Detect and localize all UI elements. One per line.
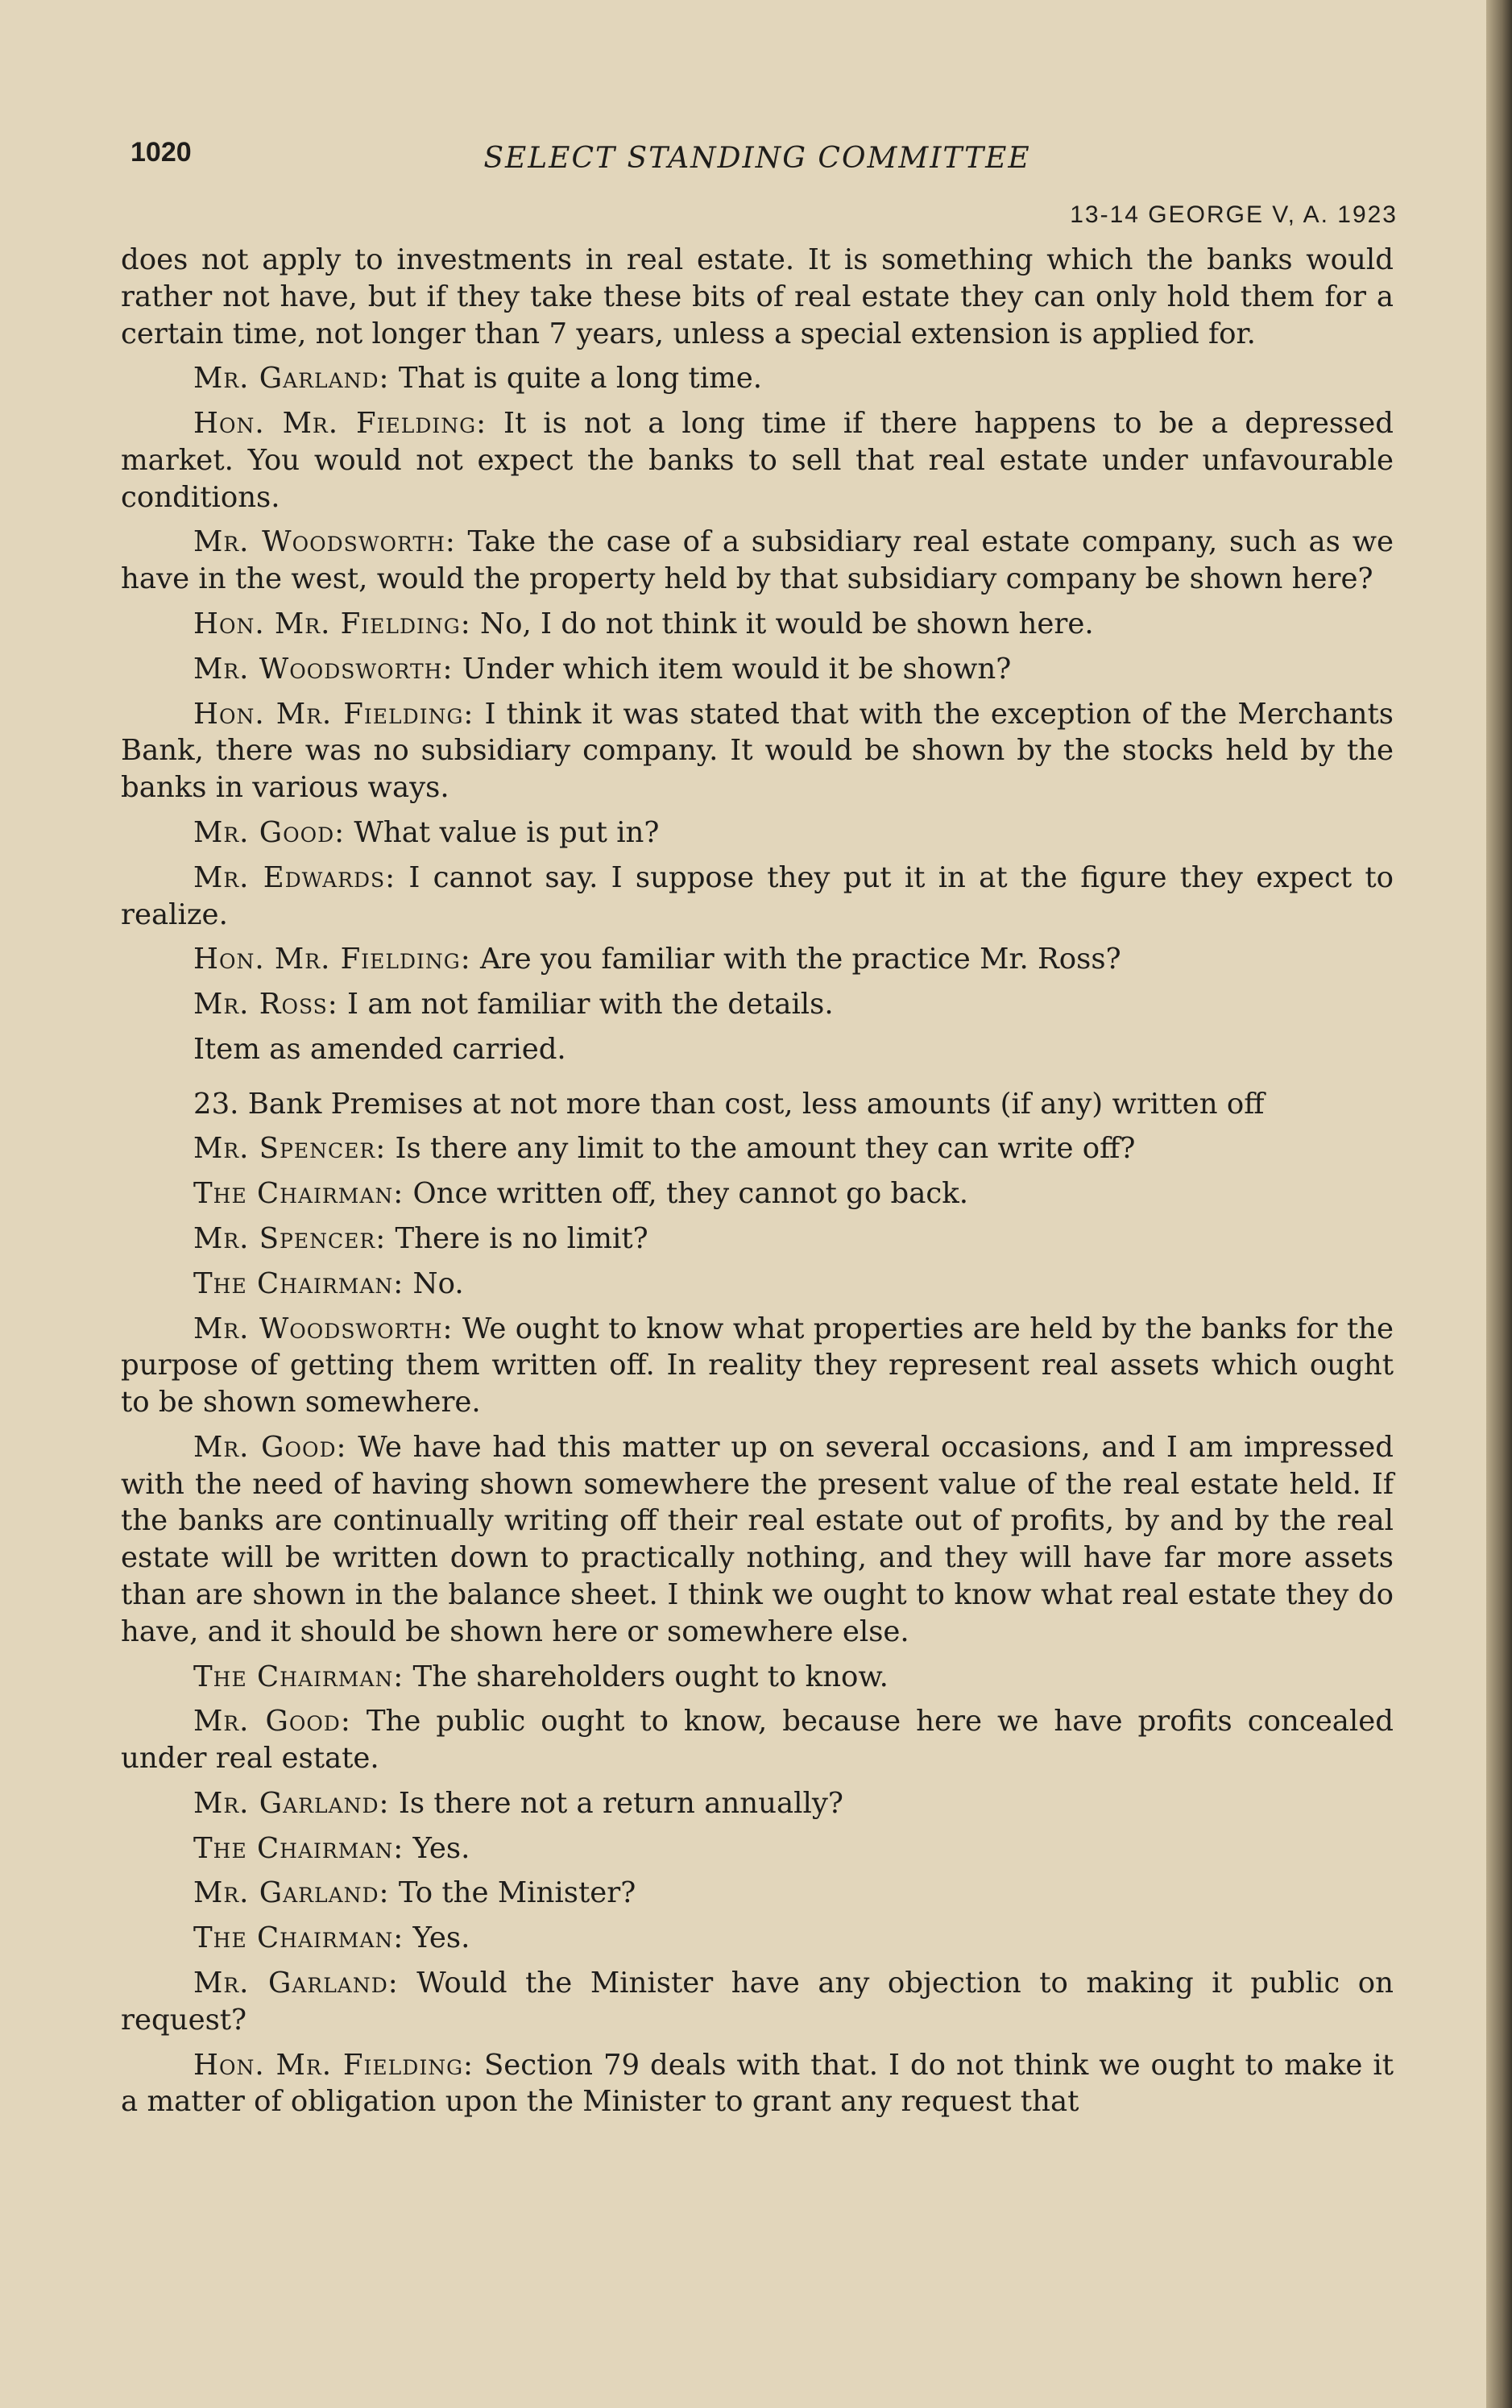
speaker-name: The Chairman: [193,1177,404,1211]
paragraph-text: No. [412,1266,464,1300]
paragraph-text: Under which item would it be shown? [462,652,1012,686]
paragraph-text: The public ought to know, because here we have profits concealed under real estate. [121,1705,1394,1776]
transcript-paragraph [121,1130,1394,1167]
paragraph-text: I am not familiar with the details. [347,988,834,1022]
speaker-name: Mr. Good: [193,815,346,849]
speaker-name: Mr. Spencer: [193,1221,387,1255]
speaker-name: Mr. Good: [193,1430,347,1464]
paragraph-text: I cannot say. I suppose they put it in at the figure they expect to realize. [121,860,1394,931]
running-title: SELECT STANDING COMMITTEE [483,142,1031,175]
speaker-name: The Chairman: [193,1831,404,1865]
paragraph-text: There is no limit? [395,1221,648,1255]
speaker-name: Mr. Woodsworth: [193,652,454,686]
speaker-name: Hon. Mr. Fielding: [193,407,487,441]
item-heading [121,1086,1394,1123]
transcript-paragraph [121,986,1394,1023]
transcript-paragraph [121,242,1394,352]
speaker-name: Mr. Spencer: [193,1132,387,1166]
transcript-paragraph [121,1429,1394,1651]
transcript-paragraph [121,814,1394,852]
transcript-paragraph [121,651,1394,688]
paragraph-text: We have had this matter up on several occasions, and I am impressed with the need of having shown somewhere the present value of the real estate held. If the banks are continually writing off their real estate out of profits, by and by the real estate will be written down to practically nothing, and they will have far more assets than are shown in the balance sheet. I think we ought to know what real estate they do have, and it should be shown here or somewhere else. [121,1430,1394,1648]
transcript-paragraph [121,1965,1394,2039]
paragraph-text: Yes. [412,1921,470,1955]
page-header [121,129,1394,177]
transcript-paragraph [121,1659,1394,1696]
transcript-paragraph [121,405,1394,516]
speaker-name: Mr. Good: [193,1705,351,1739]
speaker-name: Hon. Mr. Fielding: [193,697,474,731]
paragraph-text: Item as amended carried. [193,1032,566,1066]
transcript-paragraph [121,1830,1394,1867]
transcript-paragraph [121,1311,1394,1421]
speaker-name: The Chairman: [193,1921,404,1955]
transcript-paragraph [121,696,1394,806]
transcript-paragraph [121,1703,1394,1777]
speaker-name: Mr. Garland: [193,362,390,396]
paragraph-text: The shareholders ought to know. [412,1660,889,1693]
paragraph-text: 23. Bank Premises at not more than cost, less amounts (if any) written off [193,1087,1265,1121]
transcript-body [121,242,1394,2128]
paragraph-text: What value is put in? [354,815,660,849]
paragraph-text: Would the Minister have any objection to making it public on request? [121,1967,1394,2037]
page-number: 1020 [130,137,192,168]
paragraph-text: That is quite a long time. [398,362,763,396]
speaker-name: Hon. Mr. Fielding: [193,943,471,976]
paragraph-text: We ought to know what properties are held by the banks for the purpose of getting them written off. In reality they represent real assets which ought to be shown somewhere. [121,1312,1394,1420]
paragraph-text: Once written off, they cannot go back. [412,1177,969,1211]
session-reference: 13-14 GEORGE V, A. 1923 [1070,201,1398,228]
transcript-paragraph [121,1920,1394,1957]
transcript-paragraph [121,2047,1394,2121]
paragraph-text: does not apply to investments in real estate. It is something which the banks would rather not have, but if they take these bits of real estate they can only hold them for a certain time, not longer than 7 years, unless a special extension is applied for. [121,243,1394,350]
speaker-name: Mr. Garland: [193,1876,390,1910]
paragraph-text: Is there not a return annually? [398,1786,843,1820]
paragraph-text: Are you familiar with the practice Mr. Ross? [480,943,1121,976]
transcript-paragraph [121,1785,1394,1822]
transcript-paragraph [121,1266,1394,1303]
speaker-name: The Chairman: [193,1266,404,1300]
paragraph-text: To the Minister? [398,1876,636,1910]
paragraph-text: Is there any limit to the amount they can write off? [395,1132,1136,1166]
speaker-name: Mr. Garland: [193,1786,390,1820]
paragraph-text: I think it was stated that with the exception of the Merchants Bank, there was no subsidiary company. It would be shown by the stocks held by the banks in various ways. [121,697,1394,805]
transcript-paragraph [121,1221,1394,1258]
transcript-paragraph [121,941,1394,978]
speaker-name: The Chairman: [193,1660,404,1693]
transcript-paragraph [121,360,1394,397]
paragraph-text: No, I do not think it would be shown here. [480,607,1094,641]
transcript-paragraph [121,860,1394,934]
paragraph-text: It is not a long time if there happens to be a depressed market. You would not expect the banks to sell that real estate under unfavourable conditions. [121,407,1394,514]
transcript-paragraph [121,1175,1394,1212]
paragraph-text: Yes. [412,1831,470,1865]
transcript-paragraph [121,606,1394,643]
speaker-name: Mr. Garland: [193,1967,399,2000]
transcript-paragraph [121,524,1394,598]
speaker-name: Mr. Edwards: [193,860,396,894]
speaker-name: Mr. Woodsworth: [193,1312,454,1345]
paragraph-text: Take the case of a subsidiary real estate company, such as we have in the west, would the property held by that subsidiary company be shown here? [121,525,1394,596]
speaker-name: Mr. Ross: [193,988,338,1022]
transcript-paragraph [121,1875,1394,1912]
book-spine-edge [1486,0,1512,2408]
speaker-name: Hon. Mr. Fielding: [193,2048,474,2082]
transcript-paragraph [121,1031,1394,1068]
paragraph-text: Section 79 deals with that. I do not think we ought to make it a matter of obligation upon the Minister to grant any request that [121,2048,1394,2119]
speaker-name: Hon. Mr. Fielding: [193,607,471,641]
speaker-name: Mr. Woodsworth: [193,525,456,559]
